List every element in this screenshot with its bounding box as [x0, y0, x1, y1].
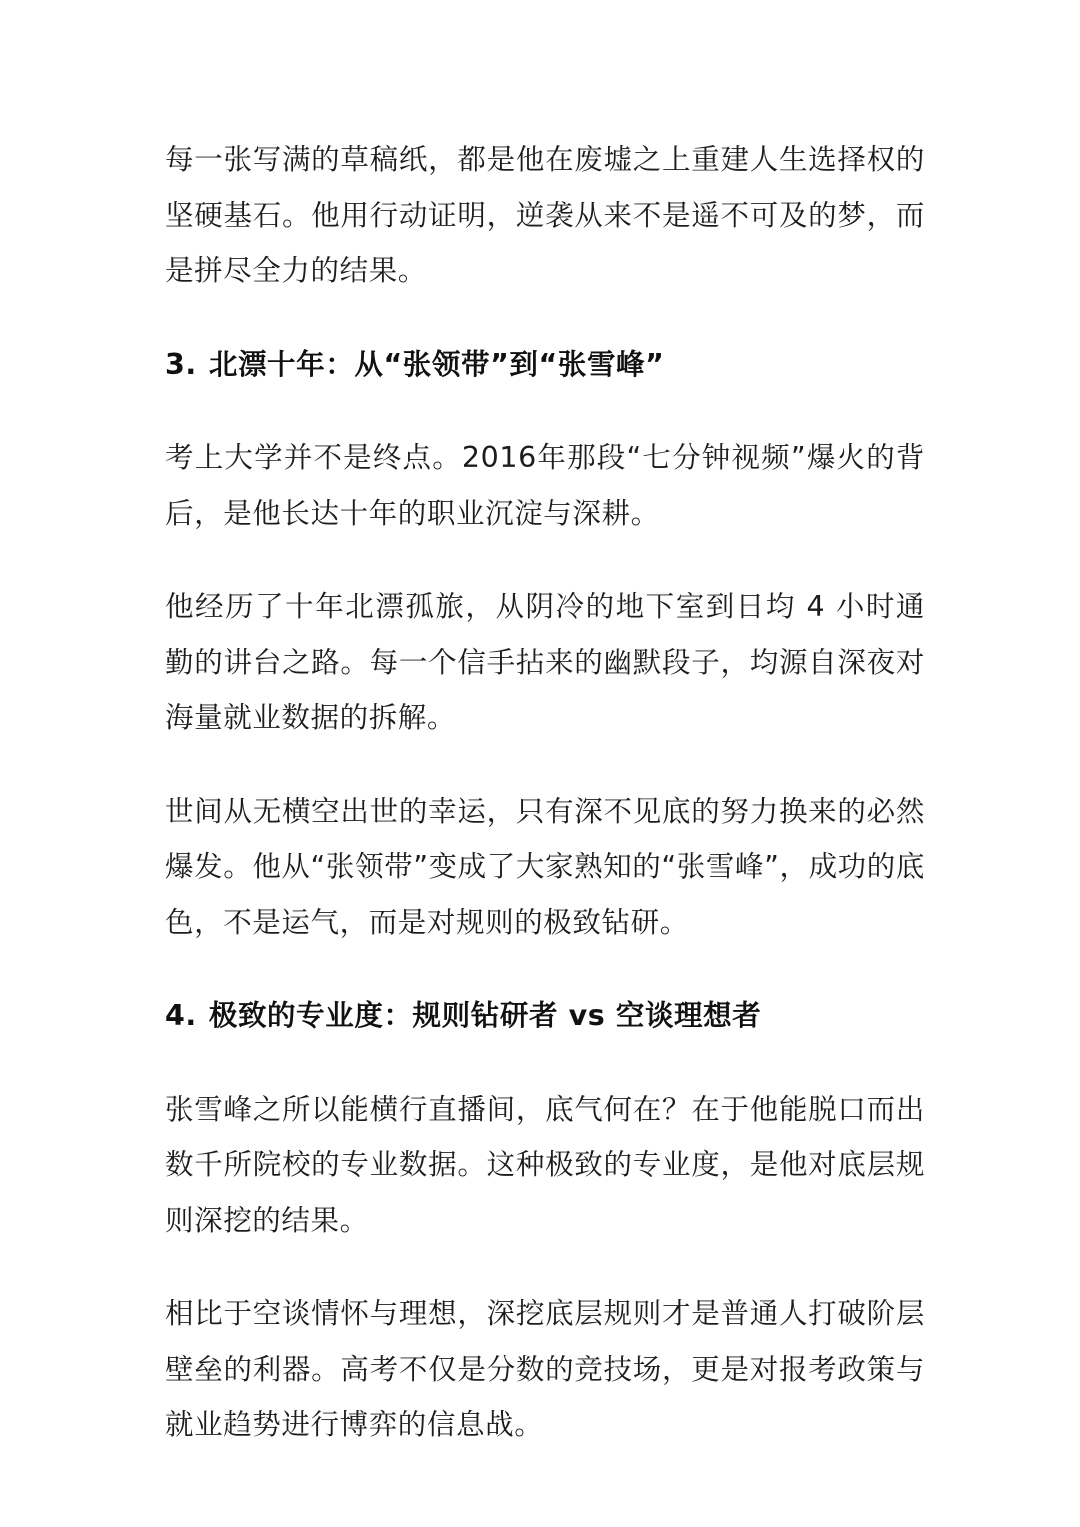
paragraph-professional: 张雪峰之所以能横行直播间，底气何在？在于他能脱口而出数千所院校的专业数据。这种极致的专业度，是他对底层规则深挖的结果。 — [165, 1092, 925, 1237]
section-title-3: 北漂十年：从“张领带”到“张雪峰” — [208, 347, 665, 381]
section-title-4: 极致的专业度：规则钻研者 vs 空谈理想者 — [208, 999, 762, 1032]
section-number-4: 4. — [165, 999, 197, 1032]
article-body — [165, 132, 925, 1491]
section-heading-4 — [165, 988, 925, 1044]
paragraph-video: 考上大学并不是终点。2016年那段“七分钟视频”爆火的背后，是他长达十年的职业沉淀与深耕。 — [165, 441, 925, 530]
paragraph-rules: 相比于空谈情怀与理想，深挖底层规则才是普通人打破阶层壁垒的利器。高考不仅是分数的竞技场，更是对报考政策与就业趋势进行博弈的信息战。 — [165, 1297, 925, 1441]
section-number-3: 3. — [165, 347, 197, 381]
paragraph-effort: 世间从无横空出世的幸运，只有深不见底的努力换来的必然爆发。他从“张领带”变成了大家熟知的“张雪峰”，成功的底色，不是运气，而是对规则的极致钻研。 — [165, 794, 925, 939]
section-heading-3 — [165, 337, 925, 393]
paragraph-drafts: 每一张写满的草稿纸，都是他在废墟之上重建人生选择权的坚硬基石。他用行动证明，逆袭从来不是遥不可及的梦，而是拼尽全力的结果。 — [165, 143, 925, 287]
paragraph-beipiao: 他经历了十年北漂孤旅，从阴冷的地下室到日均 4 小时通勤的讲台之路。每一个信手拈来的幽默段子，均源自深夜对海量就业数据的拆解。 — [165, 590, 925, 734]
